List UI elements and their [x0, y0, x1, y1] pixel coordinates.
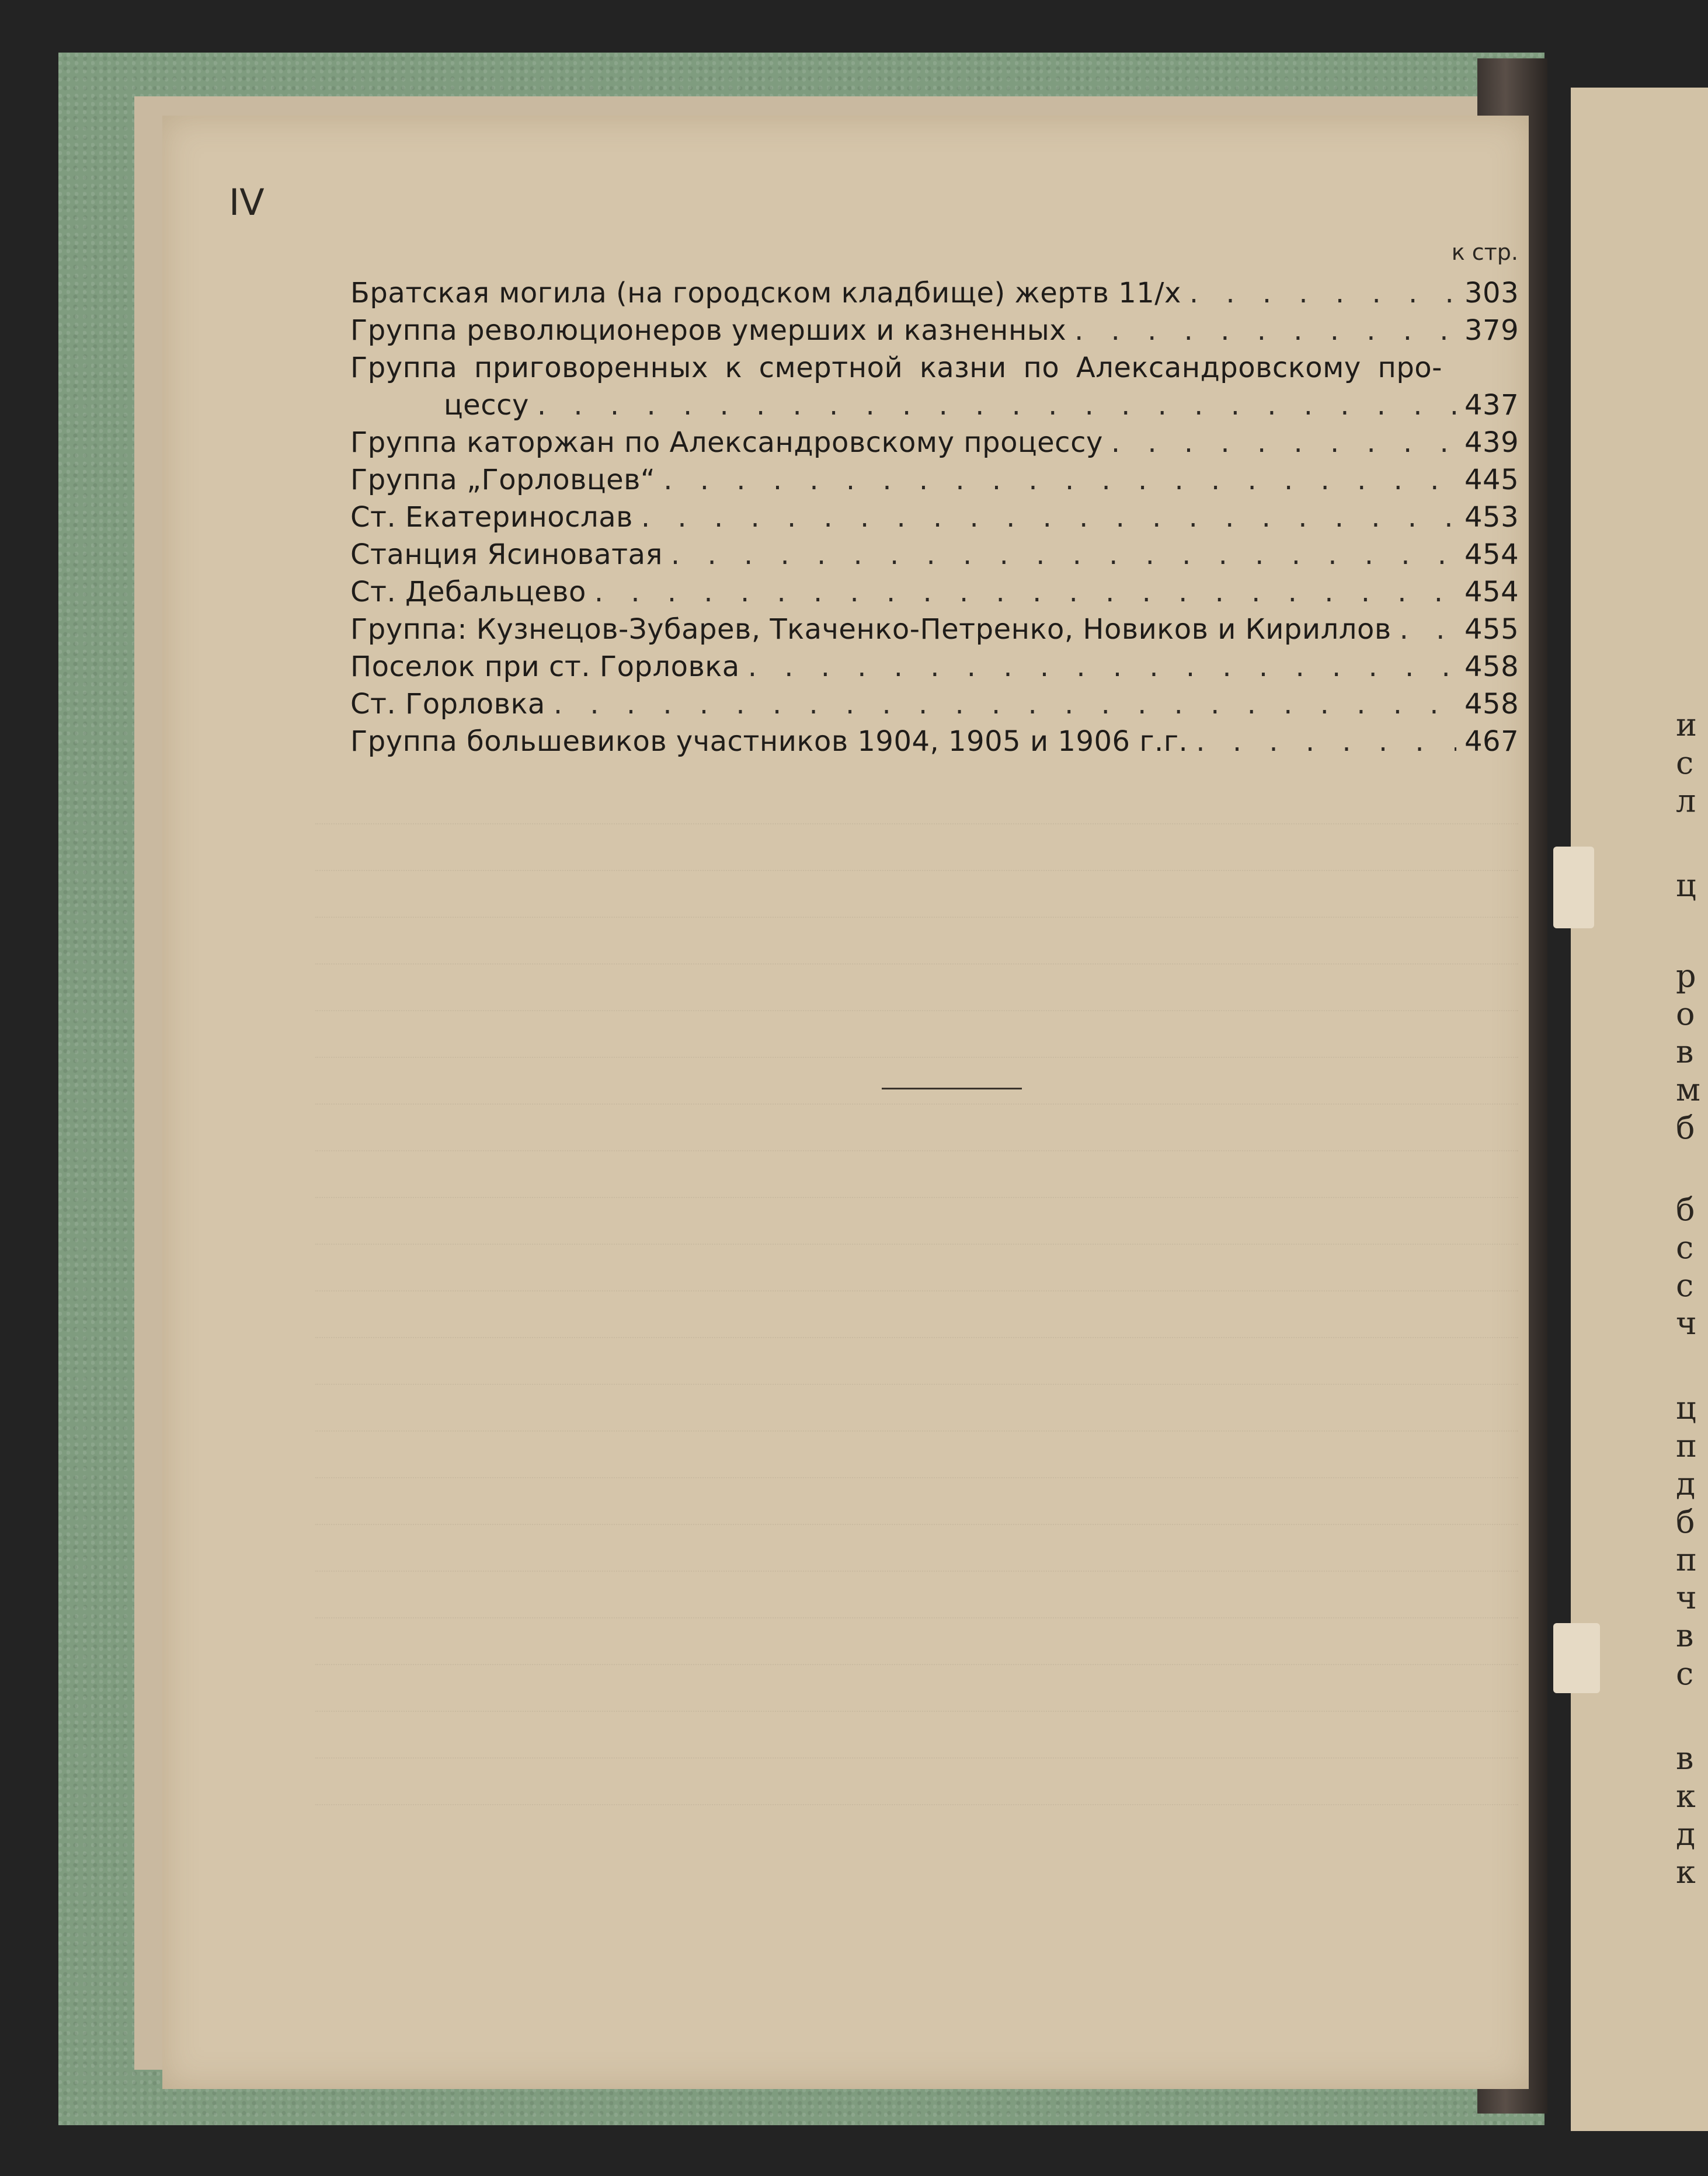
list-item	[350, 685, 1518, 723]
torn-paper-edge	[1553, 1623, 1600, 1693]
list-item	[350, 274, 1518, 312]
entry-page: 439	[1465, 426, 1519, 459]
list-item	[350, 349, 1518, 387]
list-item	[350, 312, 1518, 349]
dot-leader	[1400, 611, 1456, 648]
entry-title-line-1: Группа приговоренных к смертной казни по Александровскому про-	[350, 351, 1442, 384]
list-item	[350, 648, 1518, 685]
facing-page-fragment: р	[1676, 958, 1696, 994]
dot-leader	[671, 536, 1456, 573]
illustrations-list	[350, 274, 1518, 760]
entry-page: 445	[1465, 464, 1519, 496]
entry-title: Группа „Горловцев“	[350, 464, 656, 496]
facing-page-fragment: в	[1676, 1617, 1694, 1654]
torn-paper-edge	[1553, 847, 1594, 928]
entry-page: 379	[1465, 314, 1519, 347]
facing-page-fragment: д	[1676, 1465, 1696, 1502]
list-item	[350, 424, 1518, 461]
dot-leader	[748, 648, 1456, 685]
entry-title: Ст. Горловка	[350, 688, 545, 720]
entry-title: Станция Ясиноватая	[350, 538, 663, 571]
facing-page-fragment: с	[1676, 1655, 1694, 1692]
facing-page-fragment: ч	[1676, 1305, 1697, 1342]
entry-title: Ст. Дебальцево	[350, 576, 586, 608]
entry-page: 303	[1465, 277, 1519, 309]
entry-page: 454	[1465, 576, 1519, 608]
entry-page: 455	[1465, 613, 1519, 646]
bleed-through-text	[315, 788, 1518, 1956]
entry-title: Братская могила (на городском кладбище) жертв 11/х	[350, 277, 1181, 309]
dot-leader	[554, 685, 1456, 723]
entry-page: 458	[1465, 688, 1519, 720]
entry-page: 437	[1465, 389, 1519, 422]
list-item	[350, 573, 1518, 611]
dot-leader	[1189, 274, 1456, 312]
facing-page-fragment: п	[1676, 1428, 1697, 1464]
dot-leader	[537, 387, 1456, 424]
dot-leader	[1196, 723, 1456, 760]
facing-page-fragment: с	[1676, 744, 1694, 781]
facing-page-fragment: л	[1676, 782, 1696, 819]
list-item	[350, 723, 1518, 760]
facing-page-fragment: в	[1676, 1740, 1694, 1777]
dot-leader	[1074, 312, 1456, 349]
dot-leader	[663, 461, 1456, 499]
page-column-header: к стр.	[1451, 239, 1518, 265]
facing-page-fragment: м	[1676, 1071, 1701, 1108]
list-item-continuation	[350, 387, 1518, 424]
facing-page-fragment: в	[1676, 1033, 1694, 1070]
entry-page: 467	[1465, 725, 1519, 758]
entry-title: Группа каторжан по Александровскому процессу	[350, 426, 1103, 459]
facing-page-fragment: к	[1676, 1778, 1696, 1815]
facing-page-fragment: с	[1676, 1267, 1694, 1304]
entry-page: 453	[1465, 501, 1519, 534]
entry-page: 454	[1465, 538, 1519, 571]
list-item	[350, 536, 1518, 573]
facing-page-fragment: ч	[1676, 1579, 1697, 1616]
facing-page-fragment: о	[1676, 995, 1695, 1032]
facing-page-fragment: ц	[1676, 867, 1696, 904]
list-item	[350, 611, 1518, 648]
facing-page-fragment: б	[1676, 1503, 1695, 1540]
facing-page-fragment: ц	[1676, 1390, 1696, 1426]
entry-title: Группа: Кузнецов-Зубарев, Ткаченко-Петренко, Новиков и Кириллов	[350, 613, 1392, 646]
entry-title: Группа большевиков участников 1904, 1905 и 1906 г.г.	[350, 725, 1188, 758]
entry-page: 458	[1465, 650, 1519, 683]
entry-title: Ст. Екатеринослав	[350, 501, 633, 534]
entry-title: Поселок при ст. Горловка	[350, 650, 740, 683]
list-item	[350, 461, 1518, 499]
facing-page-fragment: б	[1676, 1109, 1695, 1146]
entry-title-line-2: цессу	[444, 389, 529, 422]
page-folio: IV	[229, 181, 265, 224]
facing-page-fragment: и	[1676, 706, 1697, 743]
entry-title: Группа революционеров умерших и казненных	[350, 314, 1067, 347]
facing-page	[1571, 88, 1708, 2131]
dot-leader	[1111, 424, 1456, 461]
facing-page-fragment: к	[1676, 1854, 1696, 1890]
facing-page-fragment: с	[1676, 1229, 1694, 1266]
list-item	[350, 499, 1518, 536]
dot-leader	[641, 499, 1456, 536]
section-divider-rule	[882, 1088, 1022, 1089]
facing-page-fragment: д	[1676, 1816, 1696, 1853]
facing-page-fragment: б	[1676, 1191, 1695, 1228]
dot-leader	[594, 573, 1456, 611]
facing-page-fragment: п	[1676, 1541, 1697, 1578]
